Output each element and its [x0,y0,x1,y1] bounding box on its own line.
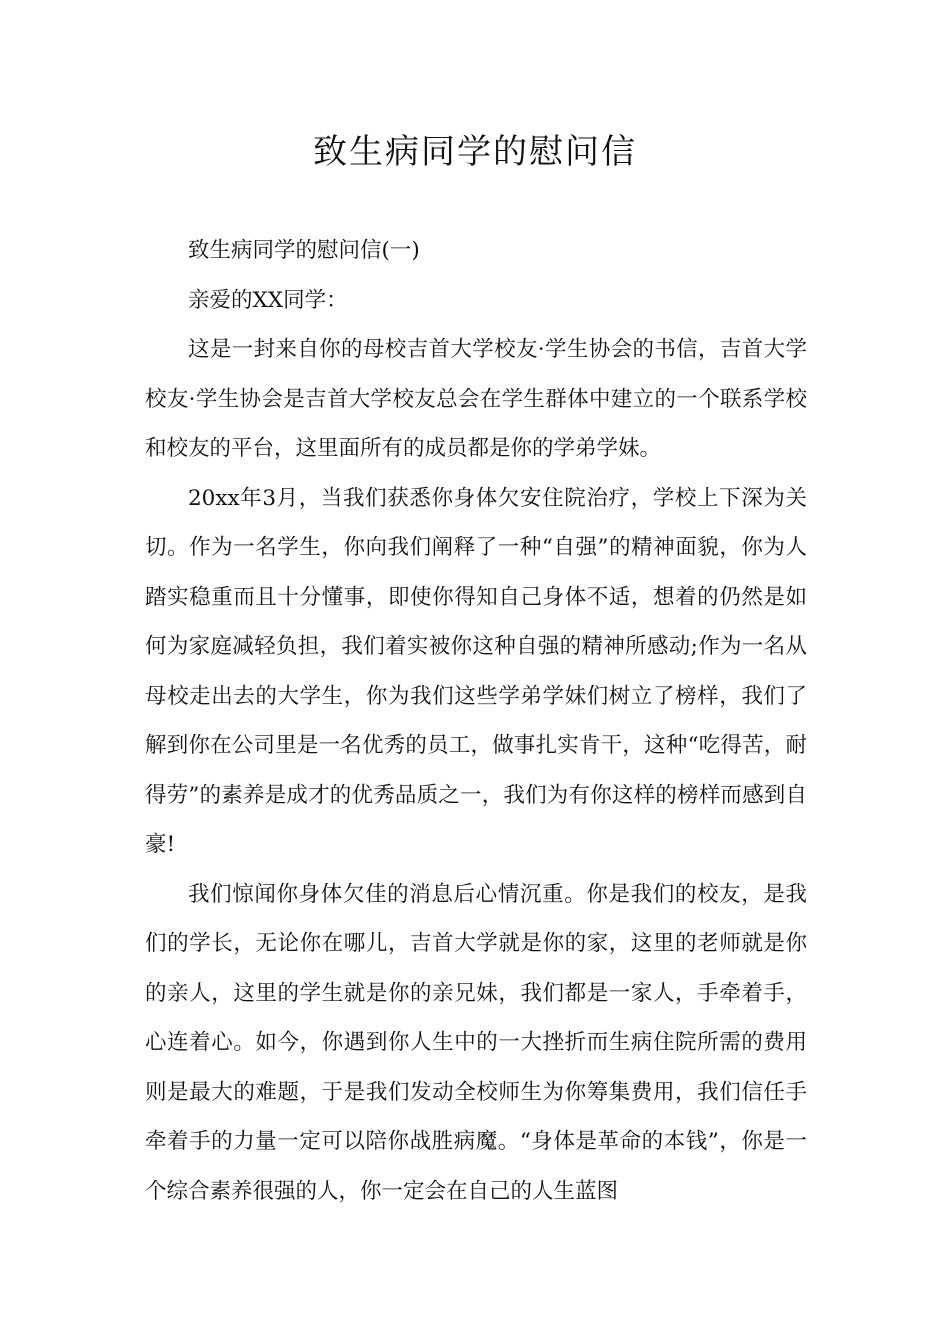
paragraph-1: 这是一封来自你的母校吉首大学校友·学生协会的书信，吉首大学校友·学生协会是吉首大学校友总会在学生群体中建立的一个联系学校和校友的平台，这里面所有的成员都是你的学弟学妹。 [145,337,807,461]
paragraph-3: 我们惊闻你身体欠佳的消息后心情沉重。你是我们的校友，是我们的学长，无论你在哪儿，吉首大学就是你的家，这里的老师就是你的亲人，这里的学生就是你的亲兄妹，我们都是一家人，手牵着手，心连着心。如今，你遇到你人生中的一大挫折而生病住院所需的费用则是最大的难题，于是我们发动全校师生为你筹集费用，我们信任手牵着手的力量一定可以陪你战胜病魔。“身体是革命的本钱”，你是一个综合素养很强的人，你一定会在自己的人生蓝图 [145,881,807,1204]
document-title: 致生病同学的慰问信 [313,132,637,172]
paragraph-2: 20xx年3月，当我们获悉你身体欠安住院治疗，学校上下深为关切。作为一名学生，你向我们阐释了一种“自强”的精神面貌，你为人踏实稳重而且十分懂事，即使你得知自己身体不适，想着的仍然是如何为家庭减轻负担，我们着实被你这种自强的精神所感动;作为一名从母校走出去的大学生，你为我们这些学弟学妹们树立了榜样，我们了解到你在公司里是一名优秀的员工，做事扎实肯干，这种“吃得苦，耐得劳”的素养是成才的优秀品质之一，我们为有你这样的榜样而感到自豪! [145,485,807,857]
letter-salutation: 亲爱的XX同学： [188,287,348,313]
document-body [145,226,807,1216]
letter-subtitle: 致生病同学的慰问信(一) [188,238,420,263]
